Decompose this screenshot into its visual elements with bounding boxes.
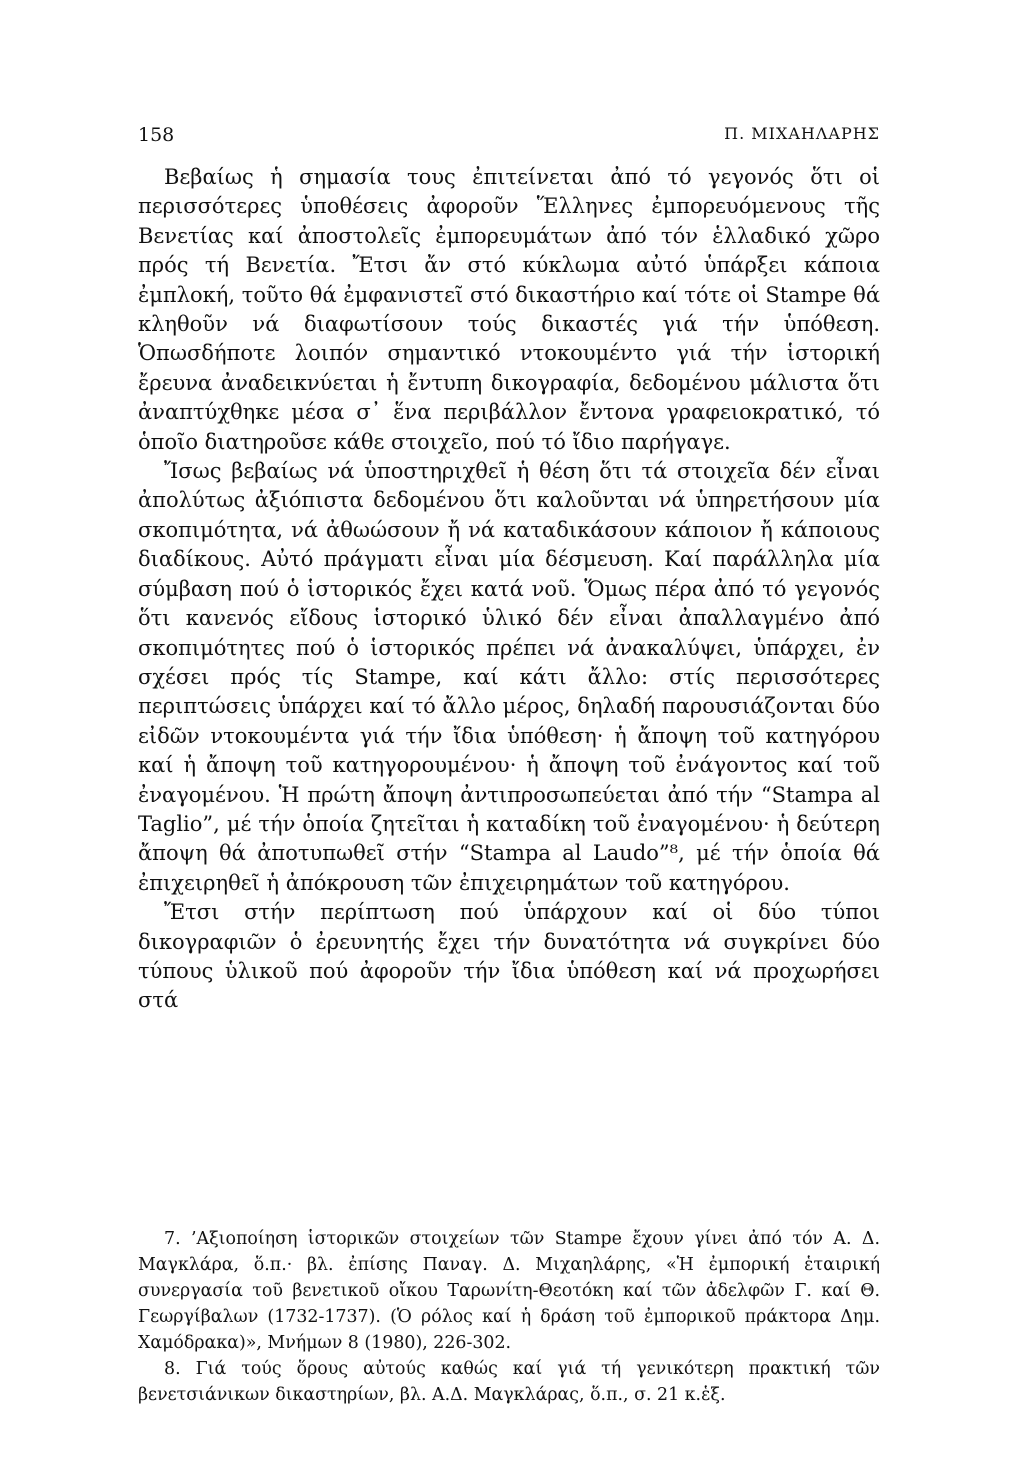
paragraph: Ἔτσι στήν περίπτωση πού ὑπάρχουν καί οἱ δύο τύποι δικογραφιῶν ὁ ἐρευνητής ἔχει τήν δυνατότητα νά συγκρίνει δύο τύπους ὑλικοῦ πού ἀφοροῦν τήν ἴδια ὑπόθεση καί νά προχωρήσει στά [138,900,880,1013]
footnote: 8. Γιά τούς ὅρους αὐτούς καθώς καί γιά τή γενικότερη πρακτική τῶν βενετσιάνικων δικαστηρίων, βλ. Α.Δ. Μαγκλάρας, ὅ.π., σ. 21 κ.ἑξ. [138,1359,880,1405]
paragraph: Βεβαίως ἡ σημασία τους ἐπιτείνεται ἀπό τό γεγονός ὅτι οἱ περισσότερες ὑποθέσεις ἀφοροῦν Ἕλληνες ἐμπορευόμενους τῆς Βενετίας καί ἀποστολεῖς ἐμπορευμάτων ἀπό τόν ἑλλαδικό χῶρο πρός τή Βενετία. Ἔτσι ἄν στό κύκλωμα αὐτό ὑπάρξει κάποια ἐμπλοκή, τοῦτο θά ἐμφανιστεῖ στό δικαστήριο καί τότε οἱ Stampe θά κληθοῦν νά διαφωτίσουν τούς δικαστές γιά τήν ὑπόθεση. Ὁπωσδήποτε λοιπόν σημαντικό ντοκουμέντο γιά τήν ἱστορική ἔρευνα ἀναδεικνύεται ἡ ἔντυπη δικογραφία, δεδομένου μάλιστα ὅτι ἀναπτύχθηκε μέσα σ᾽ ἕνα περιβάλλον ἔντονα γραφειοκρατικό, τό ὁποῖο διατηροῦσε κάθε στοιχεῖο, πού τό ἴδιο παρήγαγε. [138,165,880,454]
body-text [138,163,880,1016]
page-number: 158 [138,124,175,146]
footnote: 7. ’Αξιοποίηση ἱστορικῶν στοιχείων τῶν Stampe ἔχουν γίνει ἀπό τόν Α. Δ. Μαγκλάρα, ὅ.π.· βλ. ἐπίσης Παναγ. Δ. Μιχαηλάρης, «Ἡ ἐμπορική ἑταιρική συνεργασία τοῦ βενετικοῦ οἴκου Ταρωνίτη-Θεοτόκη καί τῶν ἀδελφῶν Γ. καί Θ. Γεωργίβαλων (1732-1737). (Ὁ ρόλος καί ἡ δράση τοῦ ἐμπορικοῦ πράκτορα Δημ. Χαμόδρακα)», Μνήμων 8 (1980), 226-302. [138,1229,880,1353]
running-head: Π. ΜΙΧΑΗΛΑΡΗΣ [724,124,880,143]
page-header [138,124,880,150]
footnotes [138,1226,880,1408]
paragraph: Ἴσως βεβαίως νά ὑποστηριχθεῖ ἡ θέση ὅτι τά στοιχεῖα δέν εἶναι ἀπολύτως ἀξιόπιστα δεδομένου ὅτι καλοῦνται νά ὑπηρετήσουν μία σκοπιμότητα, νά ἀθωώσουν ἤ νά καταδικάσουν κάποιον ἤ κάποιους διαδίκους. Αὐτό πράγματι εἶναι μία δέσμευση. Καί παράλληλα μία σύμβαση πού ὁ ἱστορικός ἔχει κατά νοῦ. Ὅμως πέρα ἀπό τό γεγονός ὅτι κανενός εἴδους ἱστορικό ὑλικό δέν εἶναι ἀπαλλαγμένο ἀπό σκοπιμότητες πού ὁ ἱστορικός πρέπει νά ἀνακαλύψει, ὑπάρχει, ἐν σχέσει πρός τίς Stampe, καί κάτι ἄλλο: στίς περισσότερες περιπτώσεις ὑπάρχει καί τό ἄλλο μέρος, δηλαδή παρουσιάζονται δύο εἰδῶν ντοκουμέντα γιά τήν ἴδια ὑπόθεση· ἡ ἄποψη τοῦ κατηγόρου καί ἡ ἄποψη τοῦ κατηγορουμένου· ἡ ἄποψη τοῦ ἐνάγοντος καί τοῦ ἐναγομένου. Ἡ πρώτη ἄποψη ἀντιπροσωπεύεται ἀπό τήν “Stampa al Taglio”, μέ τήν ὁποία ζητεῖται ἡ καταδίκη τοῦ ἐναγομένου· ἡ δεύτερη ἄποψη θά ἀποτυπωθεῖ στήν “Stampa al Laudo”⁸, μέ τήν ὁποία θά ἐπιχειρηθεῖ ἡ ἀπόκρουση τῶν ἐπιχειρημάτων τοῦ κατηγόρου. [138,459,880,895]
